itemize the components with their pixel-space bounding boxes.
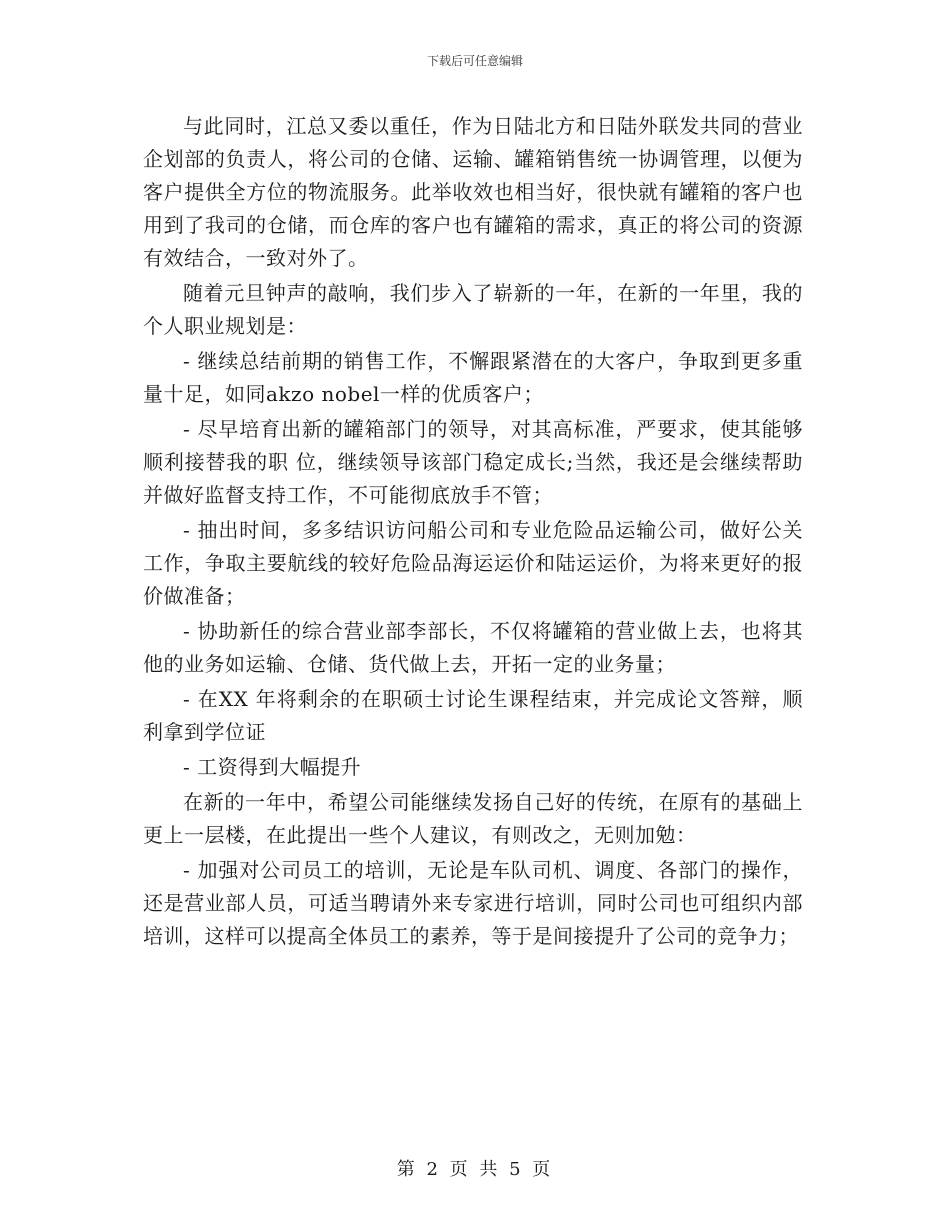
paragraph: 随着元旦钟声的敲响，我们步入了崭新的一年，在新的一年里，我的个人职业规划是： <box>143 281 803 338</box>
paragraph: - 尽早培育出新的罐箱部门的领导，对其高标准，严要求，使其能够顺利接替我的职 位，继续领导该部门稳定成长;当然，我还是会继续帮助并做好监督支持工作，不可能彻底放手不管； <box>143 417 803 507</box>
paragraph: - 工资得到大幅提升 <box>183 755 362 779</box>
page-number: 第 2 页 共 5 页 <box>396 1159 554 1180</box>
paragraph: 在新的一年中，希望公司能继续发扬自己好的传统，在原有的基础上更上一层楼，在此提出一些个人建议，有则改之，无则加勉： <box>143 790 803 847</box>
paragraph: 与此同时，江总又委以重任，作为日陆北方和日陆外联发共同的营业企划部的负责人，将公司的仓储、运输、罐箱销售统一协调管理，以便为客户提供全方位的物流服务。此举收效也相当好，很快就有罐箱的客户也用到了我司的仓储，而仓库的客户也有罐箱的需求，真正的将公司的资源有效结合，一致对外了。 <box>143 114 803 270</box>
paragraph: - 加强对公司员工的培训，无论是车队司机、调度、各部门的操作，还是营业部人员，可适当聘请外来专家进行培训，同时公司也可组织内部培训，这样可以提高全体员工的素养，等于是间接提升了公司的竞争力； <box>143 858 803 948</box>
paragraph: - 在XX 年将剩余的在职硕士讨论生课程结束，并完成论文答辩，顺利拿到学位证 <box>143 687 803 744</box>
page-header: 下载后可任意编辑 <box>426 54 523 68</box>
document-body <box>143 110 803 955</box>
paragraph: - 协助新任的综合营业部李部长，不仅将罐箱的营业做上去，也将其他的业务如运输、仓储、货代做上去，开拓一定的业务量； <box>143 619 803 676</box>
paragraph: - 继续总结前期的销售工作，不懈跟紧潜在的大客户，争取到更多重量十足，如同akzo nobel一样的优质客户； <box>143 349 803 406</box>
paragraph: - 抽出时间，多多结识访问船公司和专业危险品运输公司，做好公关工作，争取主要航线的较好危险品海运运价和陆运运价，为将来更好的报价做准备； <box>143 518 803 608</box>
